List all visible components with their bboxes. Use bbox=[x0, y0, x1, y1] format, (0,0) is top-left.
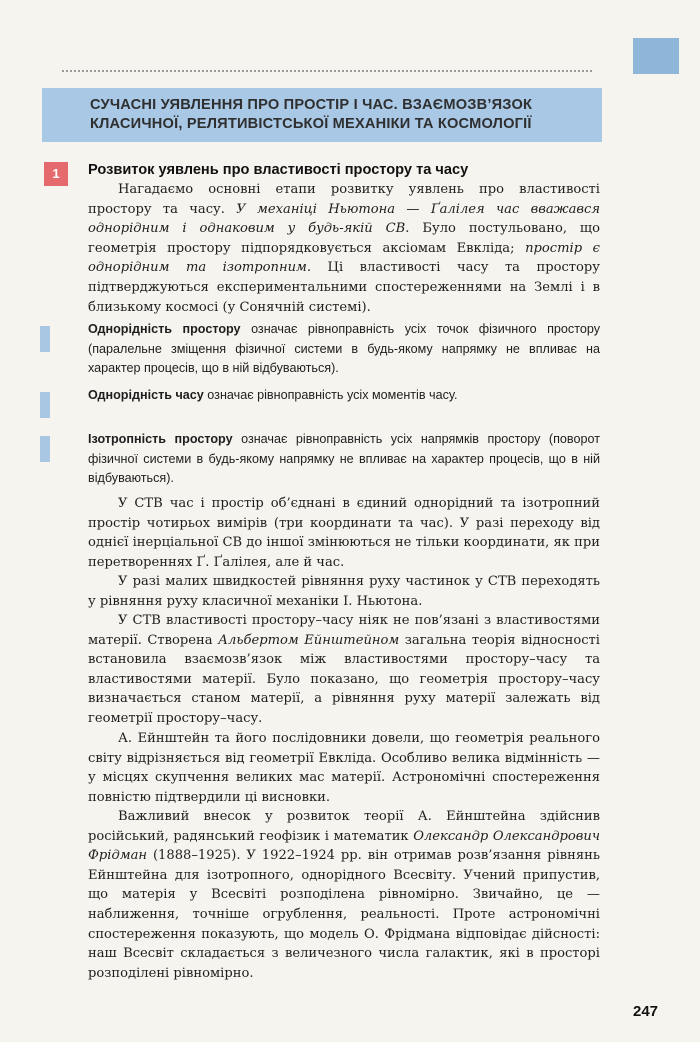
definition-marker bbox=[40, 392, 50, 418]
definition-marker bbox=[40, 326, 50, 352]
corner-tab bbox=[633, 38, 679, 74]
topic-banner bbox=[42, 88, 602, 142]
topic-title: СУЧАСНІ УЯВЛЕННЯ ПРО ПРОСТІР І ЧАС. ВЗАЄМОЗВ’ЯЗОК КЛАСИЧНОЇ, РЕЛЯТИВІСТСЬКОЇ МЕХАНІКИ ТА КОСМОЛОГІЇ bbox=[90, 97, 533, 132]
page-number: 247 bbox=[633, 1003, 659, 1020]
paragraph-intro: Нагадаємо основні етапи розвитку уявлень про властивості простору та часу. У механіці Ньютона — Ґалілея час вважався однорідним і однаковим у будь-якій СВ. Було постульовано, що геометрія простору підпорядковується аксіомам Евкліда; простір є однорідним та ізотропним. Ці властивості часу та простору підтверджуються експериментальними спостереженнями на Землі і в близькому космосі (у Сонячній системі). bbox=[88, 182, 601, 315]
paragraph-geometry: А. Ейнштейн та його послідовники довели, що геометрія реального світу відрізняється від геометрії Евкліда. Особливо велика відмінність — у місцях скупчення великих мас матерії. Астрономічні спостереження повністю підтвердили ці висновки. bbox=[88, 731, 600, 805]
definition-space-homogeneity: Однорідність простору означає рівноправність усіх точок фізичного простору (паралельне зміщення фізичної системи в будь-якому напрямку не впливає на характер процесів, що в ній відбуваються). bbox=[88, 322, 600, 376]
header-rule bbox=[62, 70, 592, 72]
definition-space-isotropy: Ізотропність простору означає рівноправність усіх напрямків простору (поворот фізичної системи в будь-якому напрямку не впливає на характер процесів, що в ній відбуваються). bbox=[88, 432, 600, 486]
paragraph-stv-spacetime: У СТВ час і простір об’єднані в єдиний однорідний та ізотропний простір чотирьох вимірів (три координати та час). У разі переходу від однієї інерціальної СВ до іншої змінюються не тільки координати, як при перетвореннях Ґ. Ґалілея, але й час. bbox=[88, 496, 600, 570]
paragraph-friedmann: Важливий внесок у розвиток теорії А. Ейнштейна здійснив російський, радянський геофізик і математик Олександр Олександрович Фрідман (1888–1925). У 1922–1924 рр. він отримав розв’язання рівнянь Ейнштейна для ізотропного, однорідного Всесвіту. Учений припустив, що матерія у Всесвіті розподілена рівномірно. Звичайно, це — наближення, точніше огрублення, реальності. Проте астрономічні спостереження показують, що модель О. Фрідмана відповідає дійсності: наш Всесвіт складається з величезного числа галактик, які в просторі розподілені рівномірно. bbox=[88, 809, 600, 981]
definition-marker bbox=[40, 436, 50, 462]
section-number-badge bbox=[44, 162, 68, 186]
paragraph-low-speeds: У разі малих швидкостей рівняння руху частинок у СТВ переходять у рівняння руху класичної механіки І. Ньютона. bbox=[88, 574, 600, 609]
definition-time-homogeneity: Однорідність часу означає рівноправність усіх моментів часу. bbox=[88, 388, 458, 402]
paragraph-general-relativity: У СТВ властивості простору–часу ніяк не пов’язані з властивостями матерії. Створена Альбертом Ейнштейном загальна теорія відносності встановила взаємозв’язок між властивостями простору–часу та властивостями матерії. Було показано, що геометрія простору–часу визначається станом матерії, а рівняння руху матерії залежать від геометрії простору–часу. bbox=[88, 613, 600, 726]
section-heading: Розвиток уявлень про властивості простору та часу bbox=[88, 162, 469, 178]
section-number: 1 bbox=[52, 166, 60, 181]
